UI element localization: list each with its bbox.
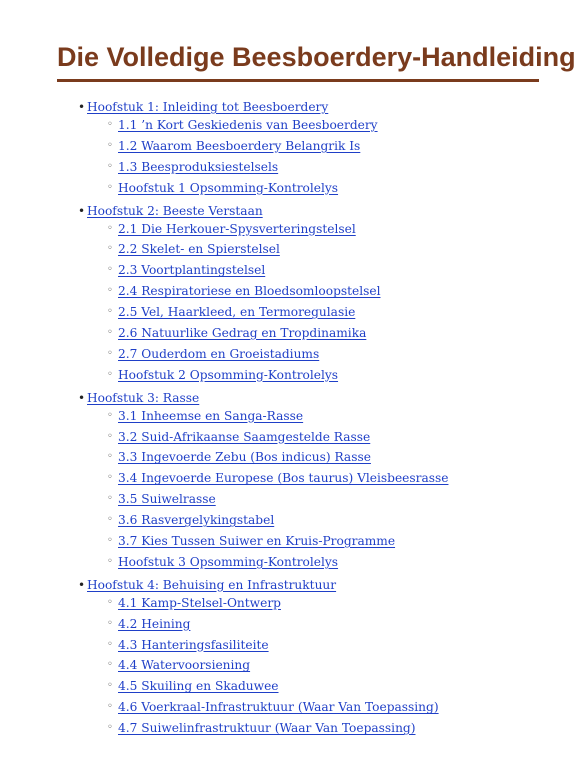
page-title: Die Volledige Beesboerdery-Handleiding — [57, 42, 576, 72]
toc-section-item — [78, 159, 548, 180]
toc-section-item — [78, 720, 548, 741]
toc-section-link[interactable]: 3.2 Suid-Afrikaanse Saamgestelde Rasse — [118, 429, 371, 444]
title-divider — [57, 79, 539, 82]
bullet-circle-icon: ◦ — [107, 181, 113, 193]
toc-section-item — [78, 512, 548, 533]
bullet-circle-icon: ◦ — [107, 493, 113, 505]
toc-section-link[interactable]: 1.2 Waarom Beesboerdery Belangrik Is — [118, 138, 361, 153]
toc-chapter-row — [78, 97, 548, 117]
bullet-circle-icon: ◦ — [107, 555, 113, 567]
toc-section-item — [78, 304, 548, 325]
toc-section-item — [78, 262, 548, 283]
toc-chapter-link[interactable]: Hoofstuk 4: Behuising en Infrastruktuur — [87, 577, 337, 592]
toc-section-item — [78, 470, 548, 491]
toc-section-link[interactable]: 4.2 Heining — [118, 616, 191, 631]
toc-section-link[interactable]: 3.5 Suiwelrasse — [118, 492, 216, 507]
toc-section-link[interactable]: 2.1 Die Herkouer-Spysverteringstelsel — [118, 221, 356, 236]
toc-section-item — [78, 367, 548, 388]
toc-section-link[interactable]: 3.3 Ingevoerde Zebu (Bos indicus) Rasse — [118, 450, 371, 465]
bullet-circle-icon: ◦ — [107, 222, 113, 234]
toc-chapter-link[interactable]: Hoofstuk 3: Rasse — [87, 390, 200, 405]
bullet-circle-icon: ◦ — [107, 243, 113, 255]
bullet-circle-icon: ◦ — [107, 306, 113, 318]
bullet-circle-icon: ◦ — [107, 638, 113, 650]
bullet-circle-icon: ◦ — [107, 472, 113, 484]
toc-section-item — [78, 595, 548, 616]
toc-chapter-row — [78, 575, 548, 595]
bullet-circle-icon: ◦ — [107, 722, 113, 734]
toc-chapter — [78, 201, 548, 388]
toc-section-item — [78, 657, 548, 678]
bullet-disc-icon: • — [78, 577, 86, 592]
toc-section-link[interactable]: 2.2 Skelet- en Spierstelsel — [118, 242, 280, 257]
toc-section-link[interactable]: 2.3 Voortplantingstelsel — [118, 263, 266, 278]
toc-chapter-row — [78, 388, 548, 408]
toc-section-list — [78, 221, 548, 388]
toc-section-list — [78, 595, 548, 741]
toc-section-item — [78, 117, 548, 138]
toc-section-link[interactable]: 3.1 Inheemse en Sanga-Rasse — [118, 408, 304, 423]
bullet-circle-icon: ◦ — [107, 680, 113, 692]
toc-section-item — [78, 678, 548, 699]
bullet-circle-icon: ◦ — [107, 285, 113, 297]
toc-section-link[interactable]: Hoofstuk 2 Opsomming-Kontrolelys — [118, 367, 339, 382]
toc-section-item — [78, 449, 548, 470]
toc-chapter — [78, 575, 548, 741]
toc-section-link[interactable]: 4.1 Kamp-Stelsel-Ontwerp — [118, 595, 281, 610]
toc-section-item — [78, 616, 548, 637]
toc-section-link[interactable]: 1.1 ’n Kort Geskiedenis van Beesboerdery — [118, 118, 378, 132]
bullet-circle-icon: ◦ — [107, 409, 113, 421]
toc-section-link[interactable]: 3.4 Ingevoerde Europese (Bos taurus) Vleisbeesrasse — [118, 471, 449, 486]
toc-section-link[interactable]: 4.6 Voerkraal-Infrastruktuur (Waar Van Toepassing) — [118, 700, 439, 715]
bullet-circle-icon: ◦ — [107, 368, 113, 380]
toc-section-link[interactable]: 4.5 Skuiling en Skaduwee — [118, 679, 279, 694]
toc-section-list — [78, 408, 548, 575]
table-of-contents — [78, 97, 548, 741]
bullet-circle-icon: ◦ — [107, 596, 113, 608]
toc-section-item — [78, 533, 548, 554]
toc-section-item — [78, 699, 548, 720]
toc-section-item — [78, 241, 548, 262]
toc-section-item — [78, 346, 548, 367]
bullet-circle-icon: ◦ — [107, 139, 113, 151]
bullet-circle-icon: ◦ — [107, 347, 113, 359]
toc-section-item — [78, 221, 548, 242]
toc-section-link[interactable]: 2.7 Ouderdom en Groeistadiums — [118, 346, 320, 361]
toc-section-link[interactable]: 1.3 Beesproduksiestelsels — [118, 159, 279, 174]
toc-section-item — [78, 283, 548, 304]
toc-chapter — [78, 97, 548, 201]
bullet-circle-icon: ◦ — [107, 659, 113, 671]
bullet-circle-icon: ◦ — [107, 535, 113, 547]
toc-section-item — [78, 180, 548, 201]
toc-section-item — [78, 325, 548, 346]
toc-section-link[interactable]: Hoofstuk 1 Opsomming-Kontrolelys — [118, 180, 339, 195]
toc-section-item — [78, 491, 548, 512]
bullet-circle-icon: ◦ — [107, 264, 113, 276]
toc-section-link[interactable]: 3.6 Rasvergelykingstabel — [118, 513, 275, 528]
toc-section-link[interactable]: 2.6 Natuurlike Gedrag en Tropdinamika — [118, 326, 367, 341]
toc-section-item — [78, 429, 548, 450]
bullet-circle-icon: ◦ — [107, 451, 113, 463]
toc-section-item — [78, 637, 548, 658]
bullet-circle-icon: ◦ — [107, 617, 113, 629]
toc-section-link[interactable]: Hoofstuk 3 Opsomming-Kontrolelys — [118, 554, 339, 569]
toc-section-item — [78, 138, 548, 159]
bullet-disc-icon: • — [78, 100, 86, 114]
toc-chapter-link[interactable]: Hoofstuk 1: Inleiding tot Beesboerdery — [87, 100, 329, 114]
bullet-disc-icon: • — [78, 390, 86, 405]
bullet-circle-icon: ◦ — [107, 327, 113, 339]
toc-chapter-row — [78, 201, 548, 221]
bullet-circle-icon: ◦ — [107, 160, 113, 172]
toc-section-link[interactable]: 4.7 Suiwelinfrastruktuur (Waar Van Toepassing) — [118, 721, 416, 736]
bullet-disc-icon: • — [78, 203, 86, 218]
toc-section-list — [78, 117, 548, 201]
bullet-circle-icon: ◦ — [107, 119, 113, 130]
toc-section-link[interactable]: 2.5 Vel, Haarkleed, en Termoregulasie — [118, 305, 356, 320]
toc-section-link[interactable]: 2.4 Respiratoriese en Bloedsomloopstelsel — [118, 284, 381, 299]
bullet-circle-icon: ◦ — [107, 701, 113, 713]
toc-section-link[interactable]: 4.4 Watervoorsiening — [118, 658, 251, 673]
bullet-circle-icon: ◦ — [107, 430, 113, 442]
bullet-circle-icon: ◦ — [107, 514, 113, 526]
toc-section-item — [78, 408, 548, 429]
toc-chapter-link[interactable]: Hoofstuk 2: Beeste Verstaan — [87, 203, 263, 218]
toc-chapter — [78, 388, 548, 575]
toc-section-link[interactable]: 3.7 Kies Tussen Suiwer en Kruis-Programme — [118, 534, 396, 549]
toc-section-link[interactable]: 4.3 Hanteringsfasiliteite — [118, 637, 269, 652]
toc-section-item — [78, 554, 548, 575]
